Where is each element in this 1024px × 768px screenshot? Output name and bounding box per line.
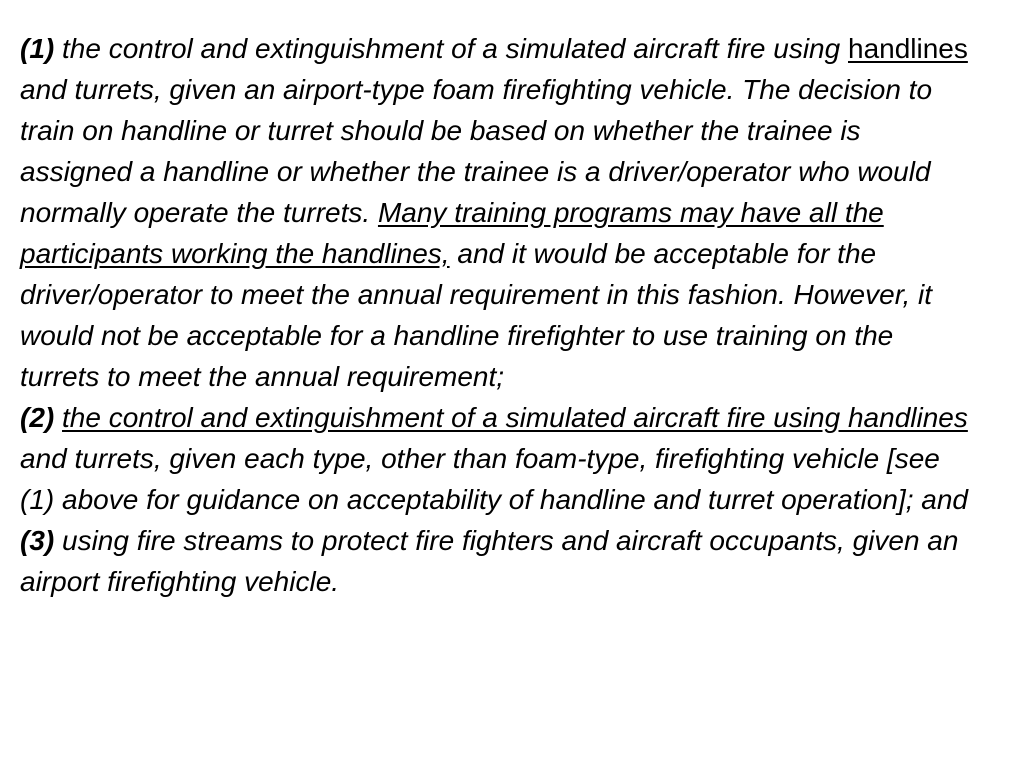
underlined-term: handlines [848,33,968,64]
item-text: and turrets, given each type, other than foam-type, firefighting vehicle [see (1) above for guidance on acceptability of handline and turret operation]; and [20,443,968,515]
list-item [20,520,980,602]
underlined-text: Many training programs may have all the participants working the handlines, [20,197,884,269]
underlined-text: the control and extinguishment of a simulated aircraft fire using handlines [62,402,968,433]
list-item [20,397,980,520]
item-text: and turrets, given an airport-type foam firefighting vehicle. The decision to train on handline or turret should be based on whether the trainee is assigned a handline or whether the trainee is a driver/operator who would normally operate the turrets. [20,74,933,228]
item-text: using fire streams to protect fire fighters and aircraft occupants, given an airport firefighting vehicle. [20,525,959,597]
item-number: (2) [20,402,55,433]
item-text: the control and extinguishment of a simulated aircraft fire using [62,33,841,64]
item-number: (3) [20,525,55,556]
item-number: (1) [20,33,55,64]
slide-body [20,28,980,602]
list-item [20,28,980,397]
item-text: and it would be acceptable for the driver/operator to meet the annual requirement in this fashion. However, it would not be acceptable for a handline firefighter to use training on the turrets to meet the annual requirement; [20,238,933,392]
